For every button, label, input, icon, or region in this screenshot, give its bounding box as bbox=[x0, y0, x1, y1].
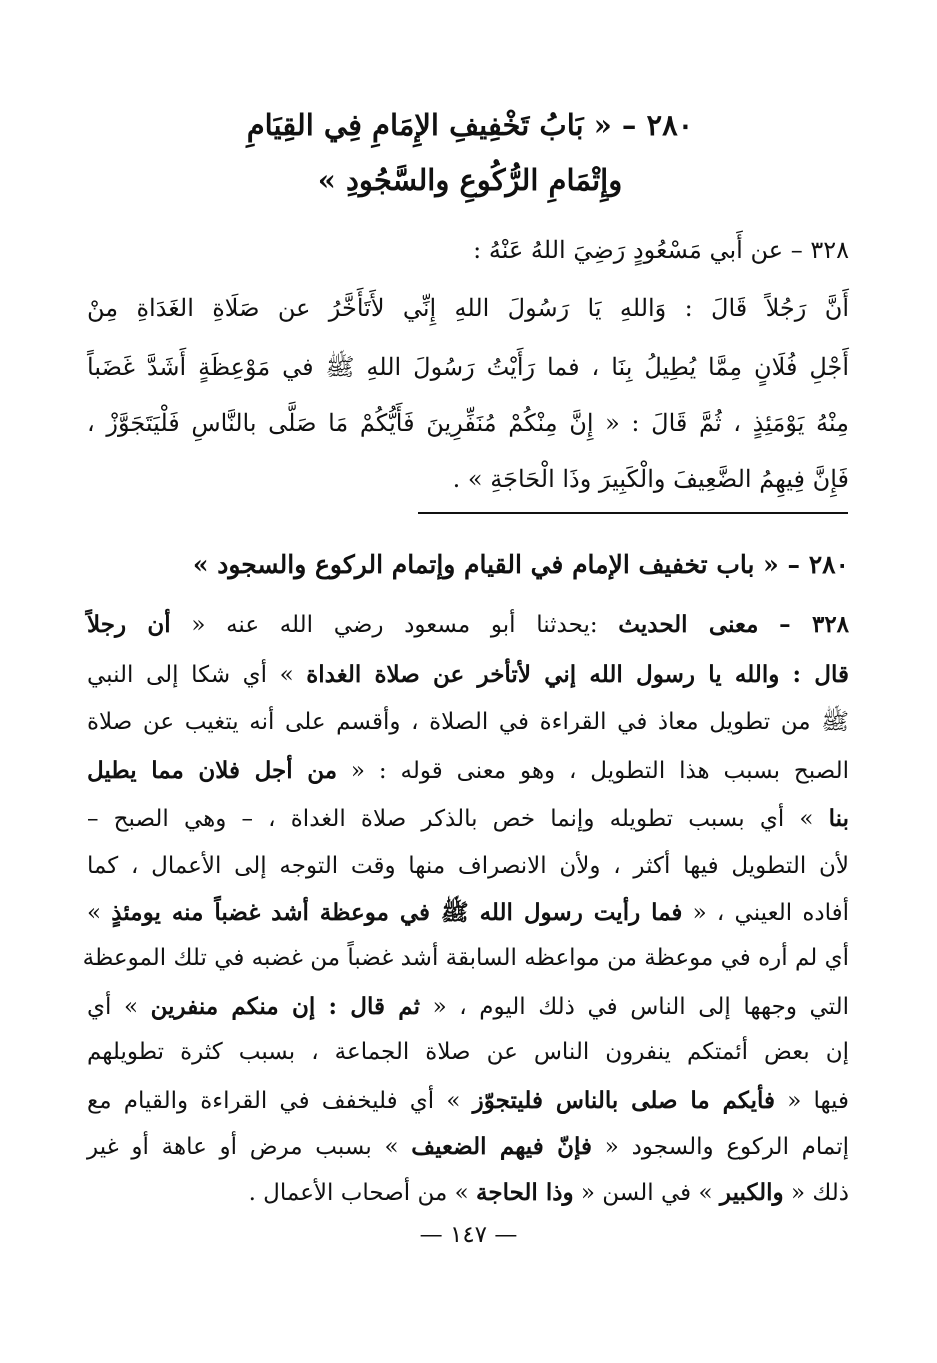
commentary-text: » بسبب مرض أو عاهة أو غير bbox=[87, 1134, 399, 1160]
commentary-text: التي وجهها إلى الناس في ذلك اليوم ، « bbox=[432, 994, 850, 1020]
commentary-line: لأن التطويل فيها أكثر ، ولأن الانصراف منها وقت التوجه إلى الأعمال ، كما bbox=[87, 853, 849, 879]
commentary-text: الصبح بسبب هذا التطويل ، وهو معنى قوله : « bbox=[350, 758, 850, 784]
commentary-text: » أي بسبب تطويله وإنما خص بالذكر صلاة الغداة ، – وهي الصبح – bbox=[87, 806, 814, 832]
page-number: — ١٤٧ — bbox=[419, 1222, 518, 1248]
commentary-quote: فإنّ فيهم الضعيف bbox=[411, 1133, 593, 1160]
hadith-line-last: فَإِنَّ فِيهِمُ الضَّعِيفَ والْكَبِيرَ وذَا الْحَاجَةِ » . bbox=[452, 465, 849, 493]
commentary-line: ﷺ من تطويل معاذ في القراءة في الصلاة ، وأقسم على أنه يتغيب عن صلاة bbox=[87, 709, 849, 735]
commentary-quote: قال : والله يا رسول الله إني لأتأخر عن صلاة الغداة bbox=[306, 661, 850, 688]
commentary-line bbox=[87, 993, 849, 1022]
chapter-title-line-2: وإِتْمَامِ الرُّكُوعِ والسَّجُودِ » bbox=[317, 163, 623, 197]
commentary-quote: أن رجلاً bbox=[87, 611, 171, 638]
commentary-line bbox=[87, 1133, 849, 1162]
section-divider bbox=[418, 512, 848, 514]
commentary-line: إن بعض أئمتكم ينفرون الناس عن صلاة الجماعة ، بسبب كثرة تطويلهم bbox=[87, 1039, 849, 1065]
commentary-line bbox=[87, 805, 849, 834]
commentary-text: » أي فليخفف في القراءة والقيام مع bbox=[87, 1088, 461, 1114]
commentary-text: أفاده العيني ، « bbox=[692, 900, 850, 926]
hadith-line: أَنَّ رَجُلاً قَالَ : وَاللهِ يَا رَسُولَ اللهِ إِنِّي لأَتَأَخَّرُ عن صَلَاةِ الغَدَاةِ مِنْ bbox=[87, 294, 849, 322]
commentary-quote: بنا bbox=[828, 805, 850, 832]
hadith-line: أَجْلِ فُلَانٍ مِمَّا يُطِيلُ بِنَا ، فما رَأَيْتُ رَسُولَ اللهِ ﷺ في مَوْعِظَةٍ أَشَدَّ غَضَباً bbox=[87, 353, 849, 381]
hadith-line: مِنْهُ يَوْمَئِذٍ ، ثُمَّ قَالَ : « إِنَّ مِنْكُمْ مُنَفِّرِينَ فَأَيُّكُمْ مَا صَلَّى بالنَّاسِ فَلْيَتَجَوَّزْ ، bbox=[87, 409, 849, 437]
commentary-text: » في السن « bbox=[580, 1180, 713, 1206]
commentary-line bbox=[87, 899, 849, 928]
commentary-text: » من أصحاب الأعمال . bbox=[248, 1180, 469, 1206]
commentary-text: فيها « bbox=[787, 1088, 849, 1114]
commentary-text: » أي شكا إلى النبي bbox=[87, 662, 294, 688]
hadith-intro: ٣٢٨ – عن أَبي مَسْعُودٍ رَضِيَ اللهُ عَنْهُ : bbox=[473, 236, 849, 264]
commentary-line-last bbox=[87, 1179, 849, 1208]
commentary-quote: ثم قال : إن منكم منفرين bbox=[150, 993, 420, 1020]
commentary-text: ذلك « bbox=[790, 1180, 849, 1206]
commentary-quote: وذا الحاجة bbox=[476, 1179, 574, 1206]
commentary-line bbox=[87, 1087, 849, 1116]
commentary-text: » أي bbox=[87, 994, 139, 1020]
commentary-quote: من أجل فلان مما يطيل bbox=[87, 757, 338, 784]
commentary-quote: فأيكم ما صلى بالناس فليتجوّز bbox=[472, 1087, 775, 1114]
commentary-quote: والكبير bbox=[719, 1179, 784, 1206]
commentary-quote: فما رأيت رسول الله ﷺ في موعظة أشد غضباً منه يومئذٍ bbox=[111, 899, 683, 926]
commentary-line bbox=[87, 611, 849, 640]
commentary-text: :يحدثنا أبو مسعود رضي الله عنه « bbox=[191, 612, 598, 638]
commentary-text: إتمام الركوع والسجود « bbox=[604, 1134, 850, 1160]
commentary-line bbox=[87, 661, 849, 690]
commentary-text: » bbox=[87, 900, 102, 926]
commentary-heading: ٢٨٠ – « باب تخفيف الإمام في القيام وإتمام الركوع والسجود » bbox=[192, 550, 849, 579]
commentary-line bbox=[87, 757, 849, 786]
commentary-number: ٣٢٨ – bbox=[779, 611, 850, 638]
commentary-line: أي لم أره في موعظة من مواعظه السابقة أشد غضباً من غضبه في تلك الموعظة bbox=[82, 945, 849, 971]
chapter-title-line-1: ٢٨٠ – « بَابُ تَخْفِيفِ الإِمَامِ فِي القِيَامِ bbox=[246, 108, 694, 142]
commentary-label: معنى الحديث bbox=[618, 611, 759, 638]
